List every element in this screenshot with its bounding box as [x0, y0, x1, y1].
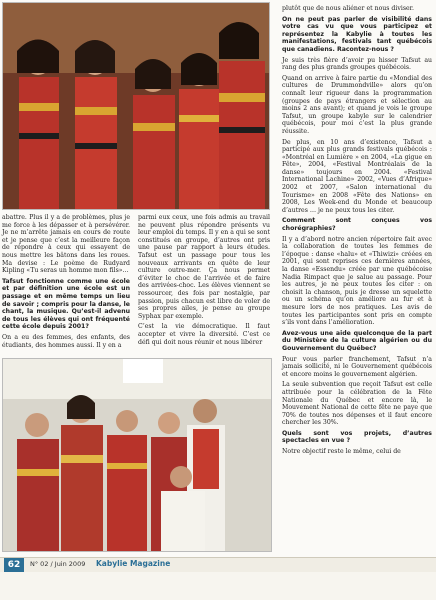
text-paragraph: Notre objectif reste le même, celui de — [282, 448, 401, 456]
article-left-column — [2, 214, 130, 352]
page-bottom-margin — [0, 572, 436, 600]
text-paragraph: plutôt que de nous aliéner et nous diviser. — [282, 5, 414, 12]
group-photo-bottom — [2, 358, 272, 552]
text-paragraph: abattre. Plus il y a de problèmes, plus je me force à les dépasser et à persévérer. Je ne m’arrête jamais en cours de route et je pense que c’est la meilleure façon de répondre à ceux qui essayent de nous mettre les bâtons dans les roues. Ma devise : Le poème de Rudyard Kipling «Tu seras un homme mon fils»… — [2, 214, 130, 275]
group-photo-bottom-image — [3, 359, 271, 551]
text-paragraph: C’est la vie démocratique. Il faut accepter et vivre la diversité. C’est ce défi qui doit nous réunir et nous libérer — [138, 323, 270, 346]
interview-question: On ne peut pas parler de visibilité dans votre cas vu que vous participez et représentez la Kabylie à toutes les manifestations, festivals tant québécois que canadiens. Racontez-nous ? — [282, 15, 432, 53]
group-photo-top — [2, 2, 270, 210]
page-footer — [0, 557, 436, 572]
group-photo-top-image — [3, 3, 269, 209]
text-paragraph: Il y a d’abord notre ancien répertoire fait avec la collaboration de toutes les femmes de l’époque : danse «halu» et «Thiwizi» créées en 2001, qui sont reprises ces dernières années, la danse «Essendu» créée par une québécoise Nadia Rimpact que je salue au passage. Pour les autres, je ne peux toutes les citer : on choisit la chanson, puis je dresse un squelette ou un schéma qu’on améliore au fur et à mesure lors de nos pratiques. Les avis de toutes les participantes sont pris en compte s’ils vont dans l’amélioration. — [282, 235, 432, 327]
issue-label: N° 02 / Juin 2009 — [30, 560, 86, 568]
text-paragraph: On a eu des femmes, des enfants, des étudiants, des hommes aussi. Il y en a — [2, 333, 130, 349]
article-right-column — [282, 5, 432, 459]
text-paragraph: Je suis très fière d’avoir pu hisser Tafsut au rang des plus grands groupes québécois. — [282, 56, 432, 72]
magazine-name: Kabylie Magazine — [96, 559, 171, 568]
page-number: 62 — [4, 558, 24, 572]
text-paragraph: La seule subvention que reçoit Tafsut est celle attribuée pour la célébration de la Fête Nationale du Québec et encore là, le Mouvement National de cette fête ne paye que 70% de toutes nos dépenses et il faut encore chercher les 30%. — [282, 381, 432, 427]
text-paragraph: parmi eux ceux, une fois admis au travail ne peuvent plus répondre présents vu leur emploi du temps. Il y en a qui se sont constitués en groupe, d’autres ont pris une pause par rapport à leurs études. Tafsut est un passage pour tous les nouveaux arrivants en quête de leur culture outre-mer. Ça nous permet d’éviter le choc de l’arrivée et de faire des arrivées-choc. Les élèves viennent se ressourcer, des fois par nostalgie, par passion, puis chacun est libre de voler de ses propres ailes, je pense au groupe Syphax par exemple. — [138, 214, 270, 320]
interview-question: Quels sont vos projets, d’autres spectacles en vue ? — [282, 429, 432, 445]
interview-question: Tafsut fonctionne comme une école et par définition une école est un passage et en même temps un lieu de savoir ; compris pour la danse, le chant, la musique. Qu’est-il advenu de tous les élèves qui ont fréquenté cette école depuis 2001? — [2, 277, 130, 331]
interview-question: Avez-vous une aide quelconque de la part du Ministère de la culture algérien ou du Gouvernement du Québec? — [282, 329, 432, 352]
article-middle-column — [138, 214, 270, 349]
text-paragraph: Quand on arrive à faire partie du «Mondial des cultures de Drummondville» alors qu’on connaît leur rigueur dans la programmation (groupes de pays étrangers et sélection au moins 2 ans avant); et quand je vois le groupe Tafsut, un groupe kabyle sur le calendrier québécois, pour moi c’est la plus grande réussite. — [282, 74, 432, 135]
interview-question: Comment sont conçues vos chorégraphies? — [282, 217, 432, 233]
text-paragraph: Pour vous parler franchement, Tafsut n’a jamais sollicité, ni le Gouvernement québécois et encore moins le gouvernement algérien. — [282, 355, 432, 378]
text-paragraph: De plus, en 10 ans d’existence, Tafsut a participé aux plus grands festivals québécois : «Montréal en Lumière » en 2004, «La gigue en Fête», 2004, «Festival Montréalais de la danse» toujours en 2004. «Festival International Lachine» 2002, «Vues d’Afrique» 2002 et 2007, «Salon international du Tourisme» en 2008 «Fête des Nations» en 2008, Les Week-end du Monde et beaucoup d’autres … je ne peux tous les citer. — [282, 138, 432, 214]
